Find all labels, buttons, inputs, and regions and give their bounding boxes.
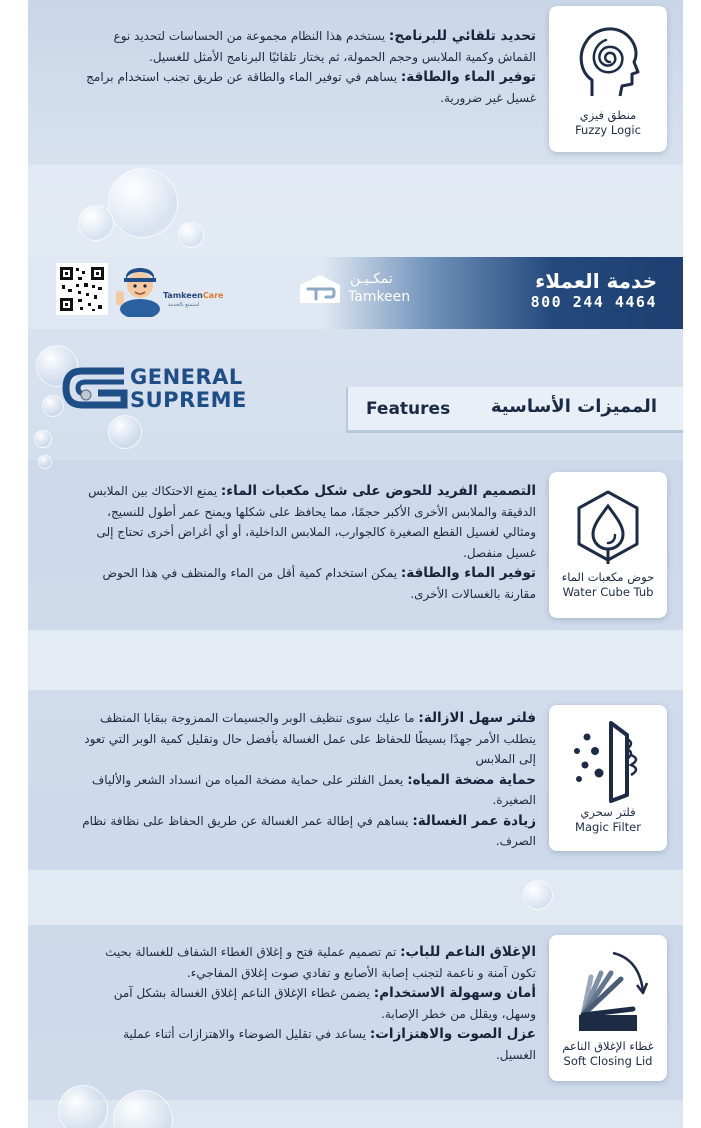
card-label-en: Soft Closing Lid (563, 1054, 653, 1068)
card-label-ar: فلتر سحري (580, 805, 636, 819)
magic-filter-item: حماية مضخة المياه: يعمل الفلتر على حماية مضخة المياه من انسداد الشعر والألياف الصغيرة. (91, 771, 536, 807)
bubble (108, 415, 142, 449)
fuzzy-item: تحديد تلقائي للبرنامج: يستخدم هذا النظام مجموعة من الحساسات لتحديد نوع القماش وكمية الملابس وحجم الحمولة، ثم يختار تلقائيًا البرنامج الأمثل للغسيل. (113, 28, 536, 64)
band (28, 630, 683, 690)
tamkeen-logo (298, 271, 428, 311)
water-cube-item: التصميم الفريد للحوض على شكل مكعبات الماء: يمنع الاحتكاك بين الملابس الدقيقة والملابس الأخرى الأكبر حجمًا، مما يحافظ على شكلها ويمنح عمر أطول للنسيج، ومثالي لغسيل القطع الصغيرة كالجوارب، الملابس الداخلية، أو أي أغراض أخرى تحتاج إلى غسيل منفصل. (88, 483, 536, 560)
customer-service-phone[interactable]: 800 244 4464 (530, 293, 657, 311)
water-cube-text (80, 481, 536, 604)
magic-filter-item: زيادة عمر الغسالة: يساهم في إطالة عمر الغسالة عن طريق الحفاظ على نظافة نظام الصرف. (82, 812, 536, 848)
card-label-ar: منطق فيزي (579, 108, 637, 122)
soft-lid-item: الإغلاق الناعم للباب: تم تصميم عملية فتح و إغلاق الغطاء الشفاف للغسالة بحيث تكون آمنة و ناعمة لتجنب إصابة الأصابع و تفادي صوت إغلاق المفاجيء. (105, 944, 536, 980)
soft-lid-icon (565, 943, 651, 1039)
customer-service-title: خدمة العملاء (535, 269, 657, 293)
brand-line2: SUPREME (130, 388, 247, 412)
bubble (34, 430, 52, 448)
card-label-en: Water Cube Tub (562, 585, 654, 599)
brand-line1: GENERAL (130, 365, 243, 389)
card-label-ar: غطاء الإغلاق الناعم (562, 1039, 654, 1053)
fuzzy-text (80, 26, 536, 108)
tamkeen-care-logo: TamkeenCare (163, 291, 224, 300)
water-drop-cube-icon (573, 488, 643, 568)
card-label-en: Fuzzy Logic (575, 123, 641, 137)
magic-filter-item: فلتر سهل الازالة: ما عليك سوى تنظيف الوبر والجسيمات الممزوجة ببقايا المنظف يتطلب الأمر جهدًا بسيطًا للحفاظ على عمل الغسالة بأفضل حال وتقليل كمية الوبر التي تعود إلى الملابس (84, 710, 536, 766)
bubble (38, 455, 52, 469)
card-label-en: Magic Filter (575, 820, 641, 834)
bubble (108, 168, 178, 238)
water-cube-item: توفير الماء والطاقة: يمكن استخدام كمية أقل من الماء والمنظف في هذا الحوض مقارنة بالغسالات الأخرى. (102, 565, 536, 601)
mascot-icon (114, 261, 166, 317)
soft-lid-card (549, 935, 667, 1081)
bubble (523, 880, 553, 910)
soft-lid-text (80, 942, 536, 1065)
bubble (178, 222, 204, 248)
fuzzy-item: توفير الماء والطاقة: يساهم في توفير الماء والطاقة عن طريق تجنب استخدام برامج غسيل غير ضرورية. (86, 69, 536, 105)
head-spiral-icon (572, 20, 644, 100)
general-supreme-logo (62, 363, 247, 413)
soft-lid-item: أمان وسهولة الاستخدام: يضمن غطاء الإغلاق الناعم إغلاق الغسالة بشكل آمن وسهل، ويقلل من خطر الإصابة. (113, 985, 536, 1021)
general-supreme-logo-icon (62, 365, 128, 411)
magic-filter-card (549, 705, 667, 851)
tamkeen-ar: تمكـيـن (350, 271, 393, 287)
magic-filter-icon (565, 717, 651, 805)
customer-service-bar (28, 257, 683, 329)
card-label-ar: حوض مكعبات الماء (561, 570, 655, 584)
water-cube-card (549, 472, 667, 618)
features-heading (346, 387, 683, 433)
bubble (58, 1085, 108, 1128)
tamkeen-logo-icon (298, 273, 342, 305)
bubble (78, 205, 114, 241)
tamkeen-en: Tamkeen (348, 289, 411, 305)
features-title-en: Features (366, 399, 451, 419)
magic-filter-text (80, 708, 536, 852)
qr-code-icon (56, 263, 108, 315)
features-title-ar: المميزات الأساسية (490, 396, 657, 417)
band (28, 870, 683, 925)
care-tagline: استمتع بالخدمة (168, 302, 200, 308)
soft-lid-item: عزل الصوت والاهتزازات: يساعد في تقليل الضوضاء والاهتزازات أثناء عملية الغسيل. (123, 1026, 536, 1062)
fuzzy-logic-card (549, 6, 667, 152)
bubble (42, 395, 64, 417)
